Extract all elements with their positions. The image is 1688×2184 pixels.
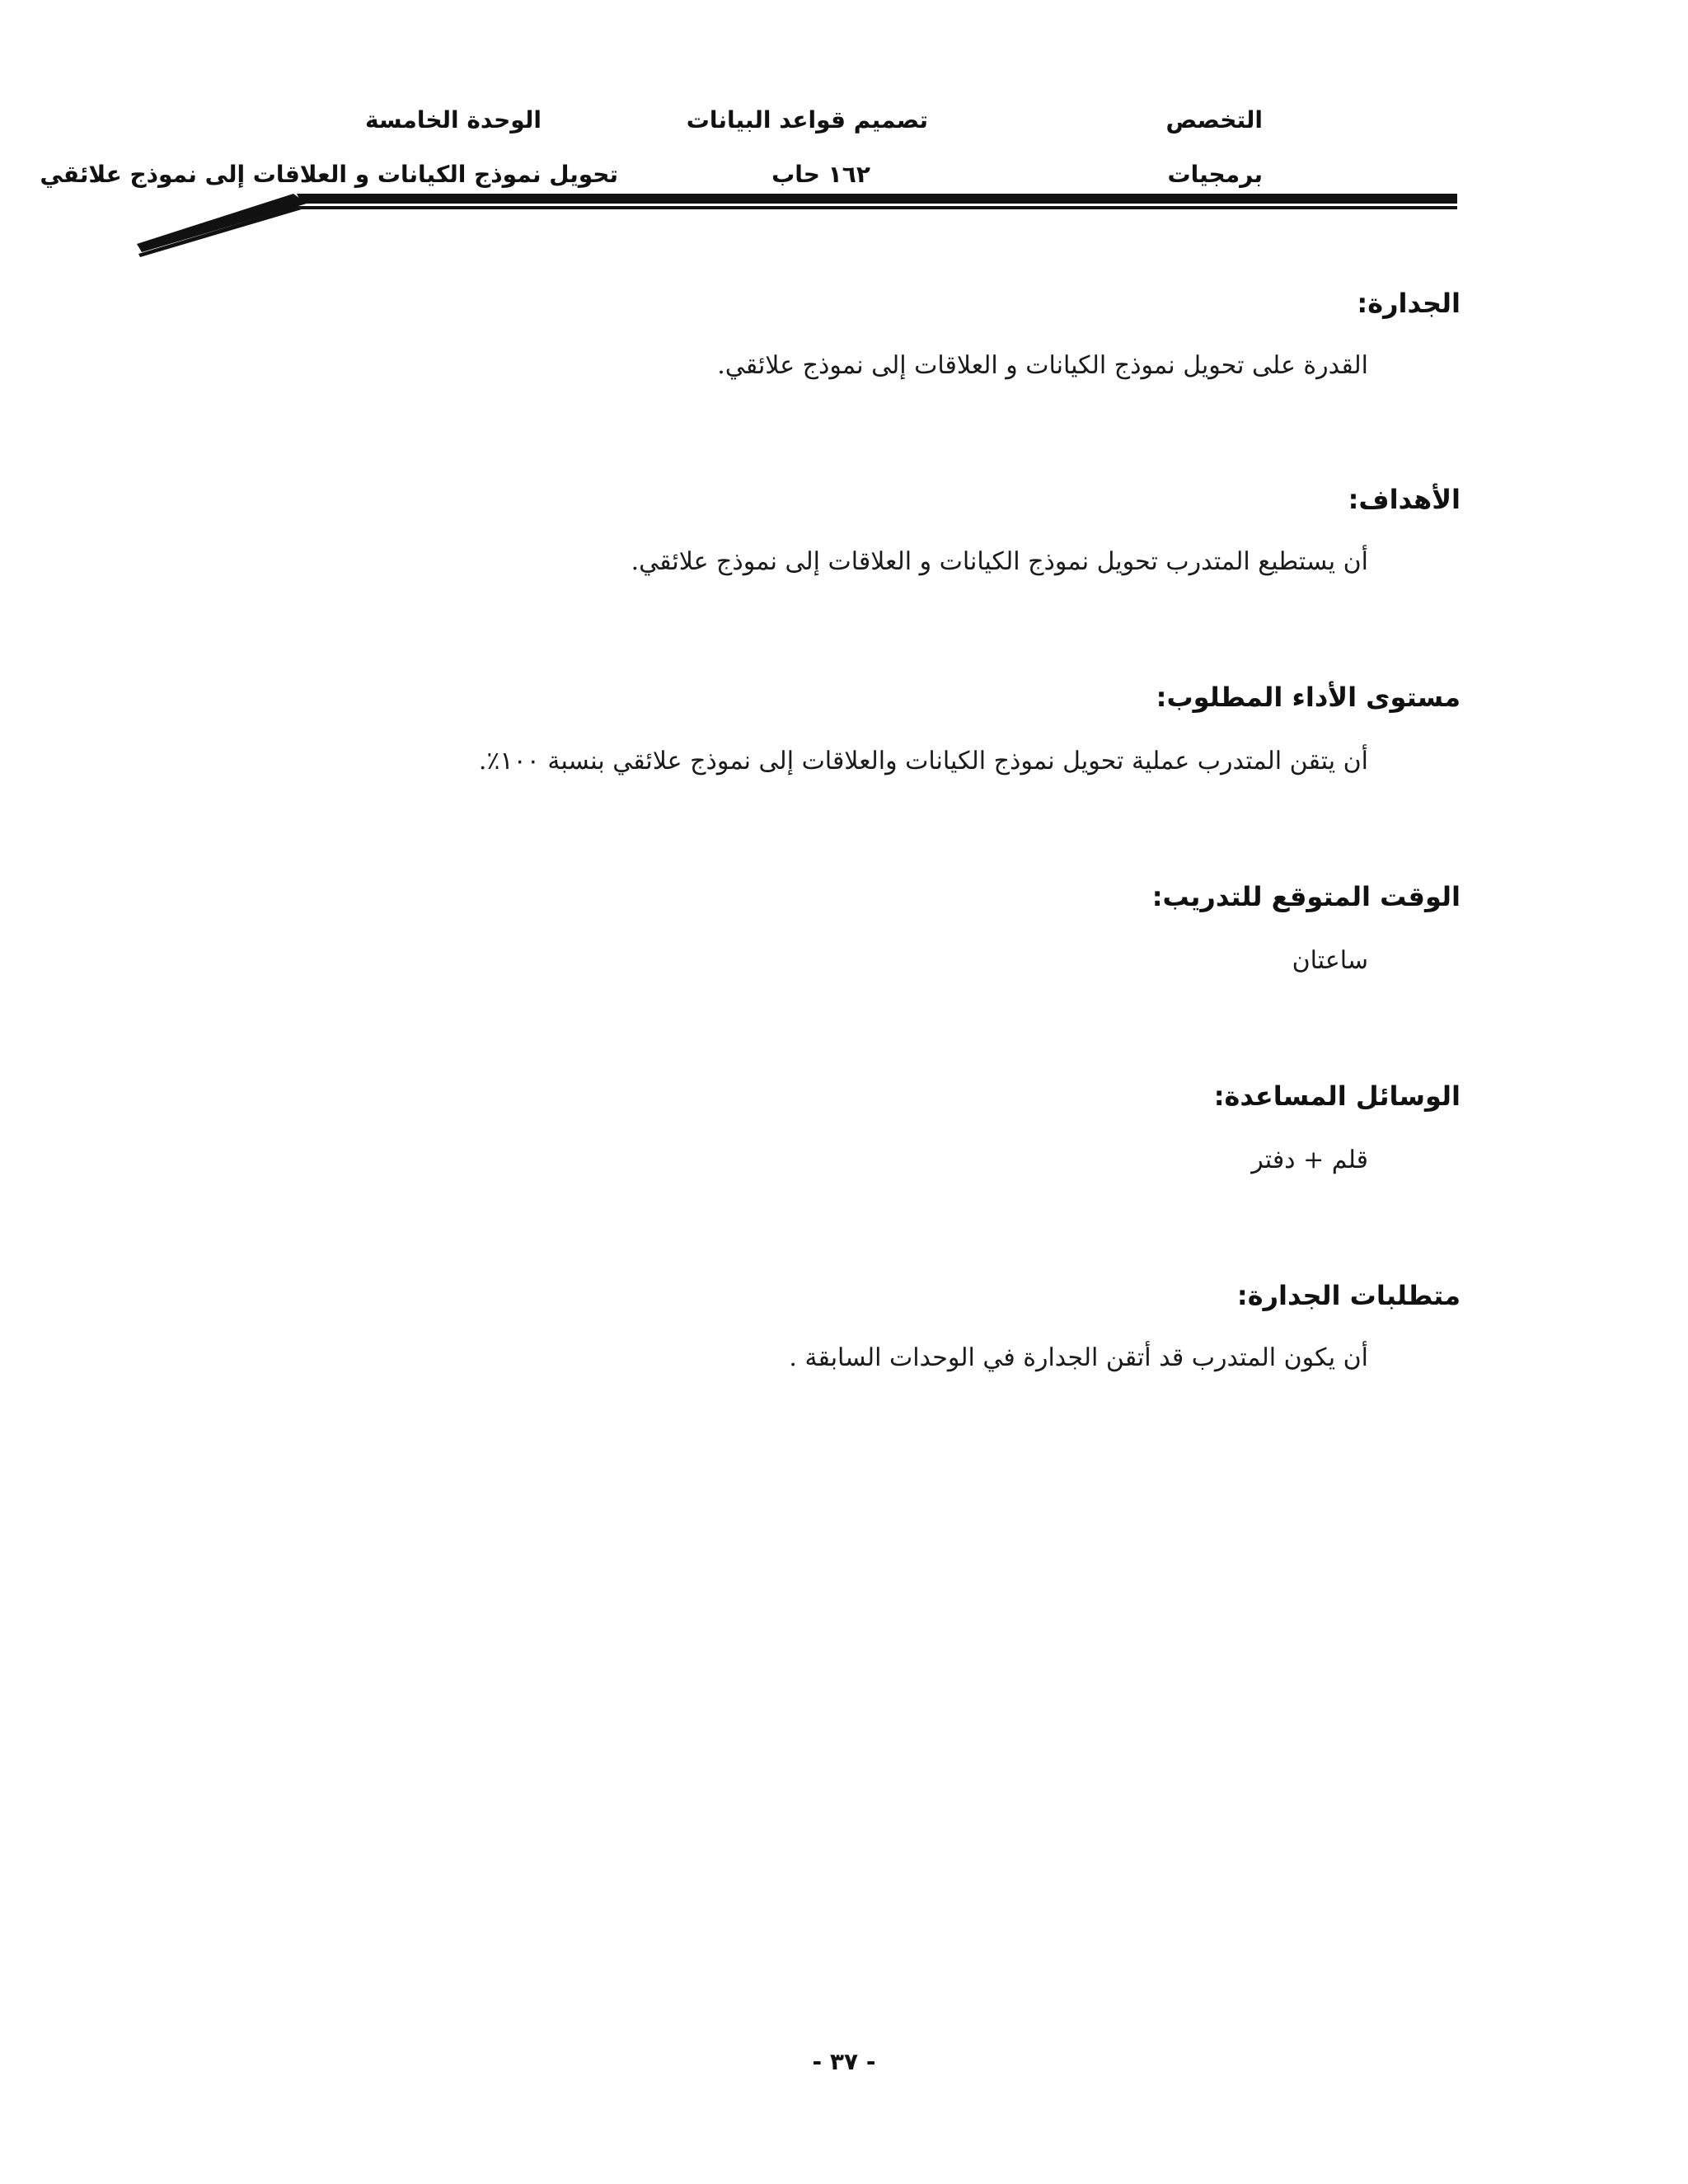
section-competency-text: القدرة على تحويل نموذج الكيانات و العلاقات إلى نموذج علائقي. [717, 351, 1368, 380]
page-number: - ٣٧ - [812, 2048, 876, 2075]
section-performance-text: أن يتقن المتدرب عملية تحويل نموذج الكيانات والعلاقات إلى نموذج علائقي بنسبة ١٠٠٪. [478, 747, 1368, 776]
header-specialization-label: التخصص [1165, 106, 1263, 134]
header-rule [132, 188, 1459, 270]
header-unit-title: تحويل نموذج الكيانات و العلاقات إلى نموذج علائقي [40, 161, 618, 188]
section-performance-title: مستوى الأداء المطلوب: [1156, 682, 1461, 713]
section-competency-title: الجدارة: [1357, 288, 1461, 319]
header-specialization-value: برمجيات [1167, 161, 1263, 188]
section-time-text: ساعتان [1292, 946, 1368, 975]
section-aids-title: الوسائل المساعدة: [1213, 1080, 1461, 1112]
header-course-code: ١٦٢ حاب [771, 161, 870, 188]
section-prerequisites-title: متطلبات الجدارة: [1236, 1280, 1461, 1311]
section-aids-text: قلم + دفتر [1251, 1146, 1368, 1174]
section-objectives-title: الأهداف: [1348, 484, 1461, 515]
header-course-label: تصميم قواعد البيانات [686, 106, 928, 134]
section-time-title: الوقت المتوقع للتدريب: [1151, 881, 1461, 912]
section-prerequisites-text: أن يكون المتدرب قد أتقن الجدارة في الوحدات السابقة . [789, 1343, 1368, 1372]
header-unit-label: الوحدة الخامسة [365, 106, 542, 134]
section-objectives-text: أن يستطيع المتدرب تحويل نموذج الكيانات و العلاقات إلى نموذج علائقي. [631, 547, 1368, 576]
